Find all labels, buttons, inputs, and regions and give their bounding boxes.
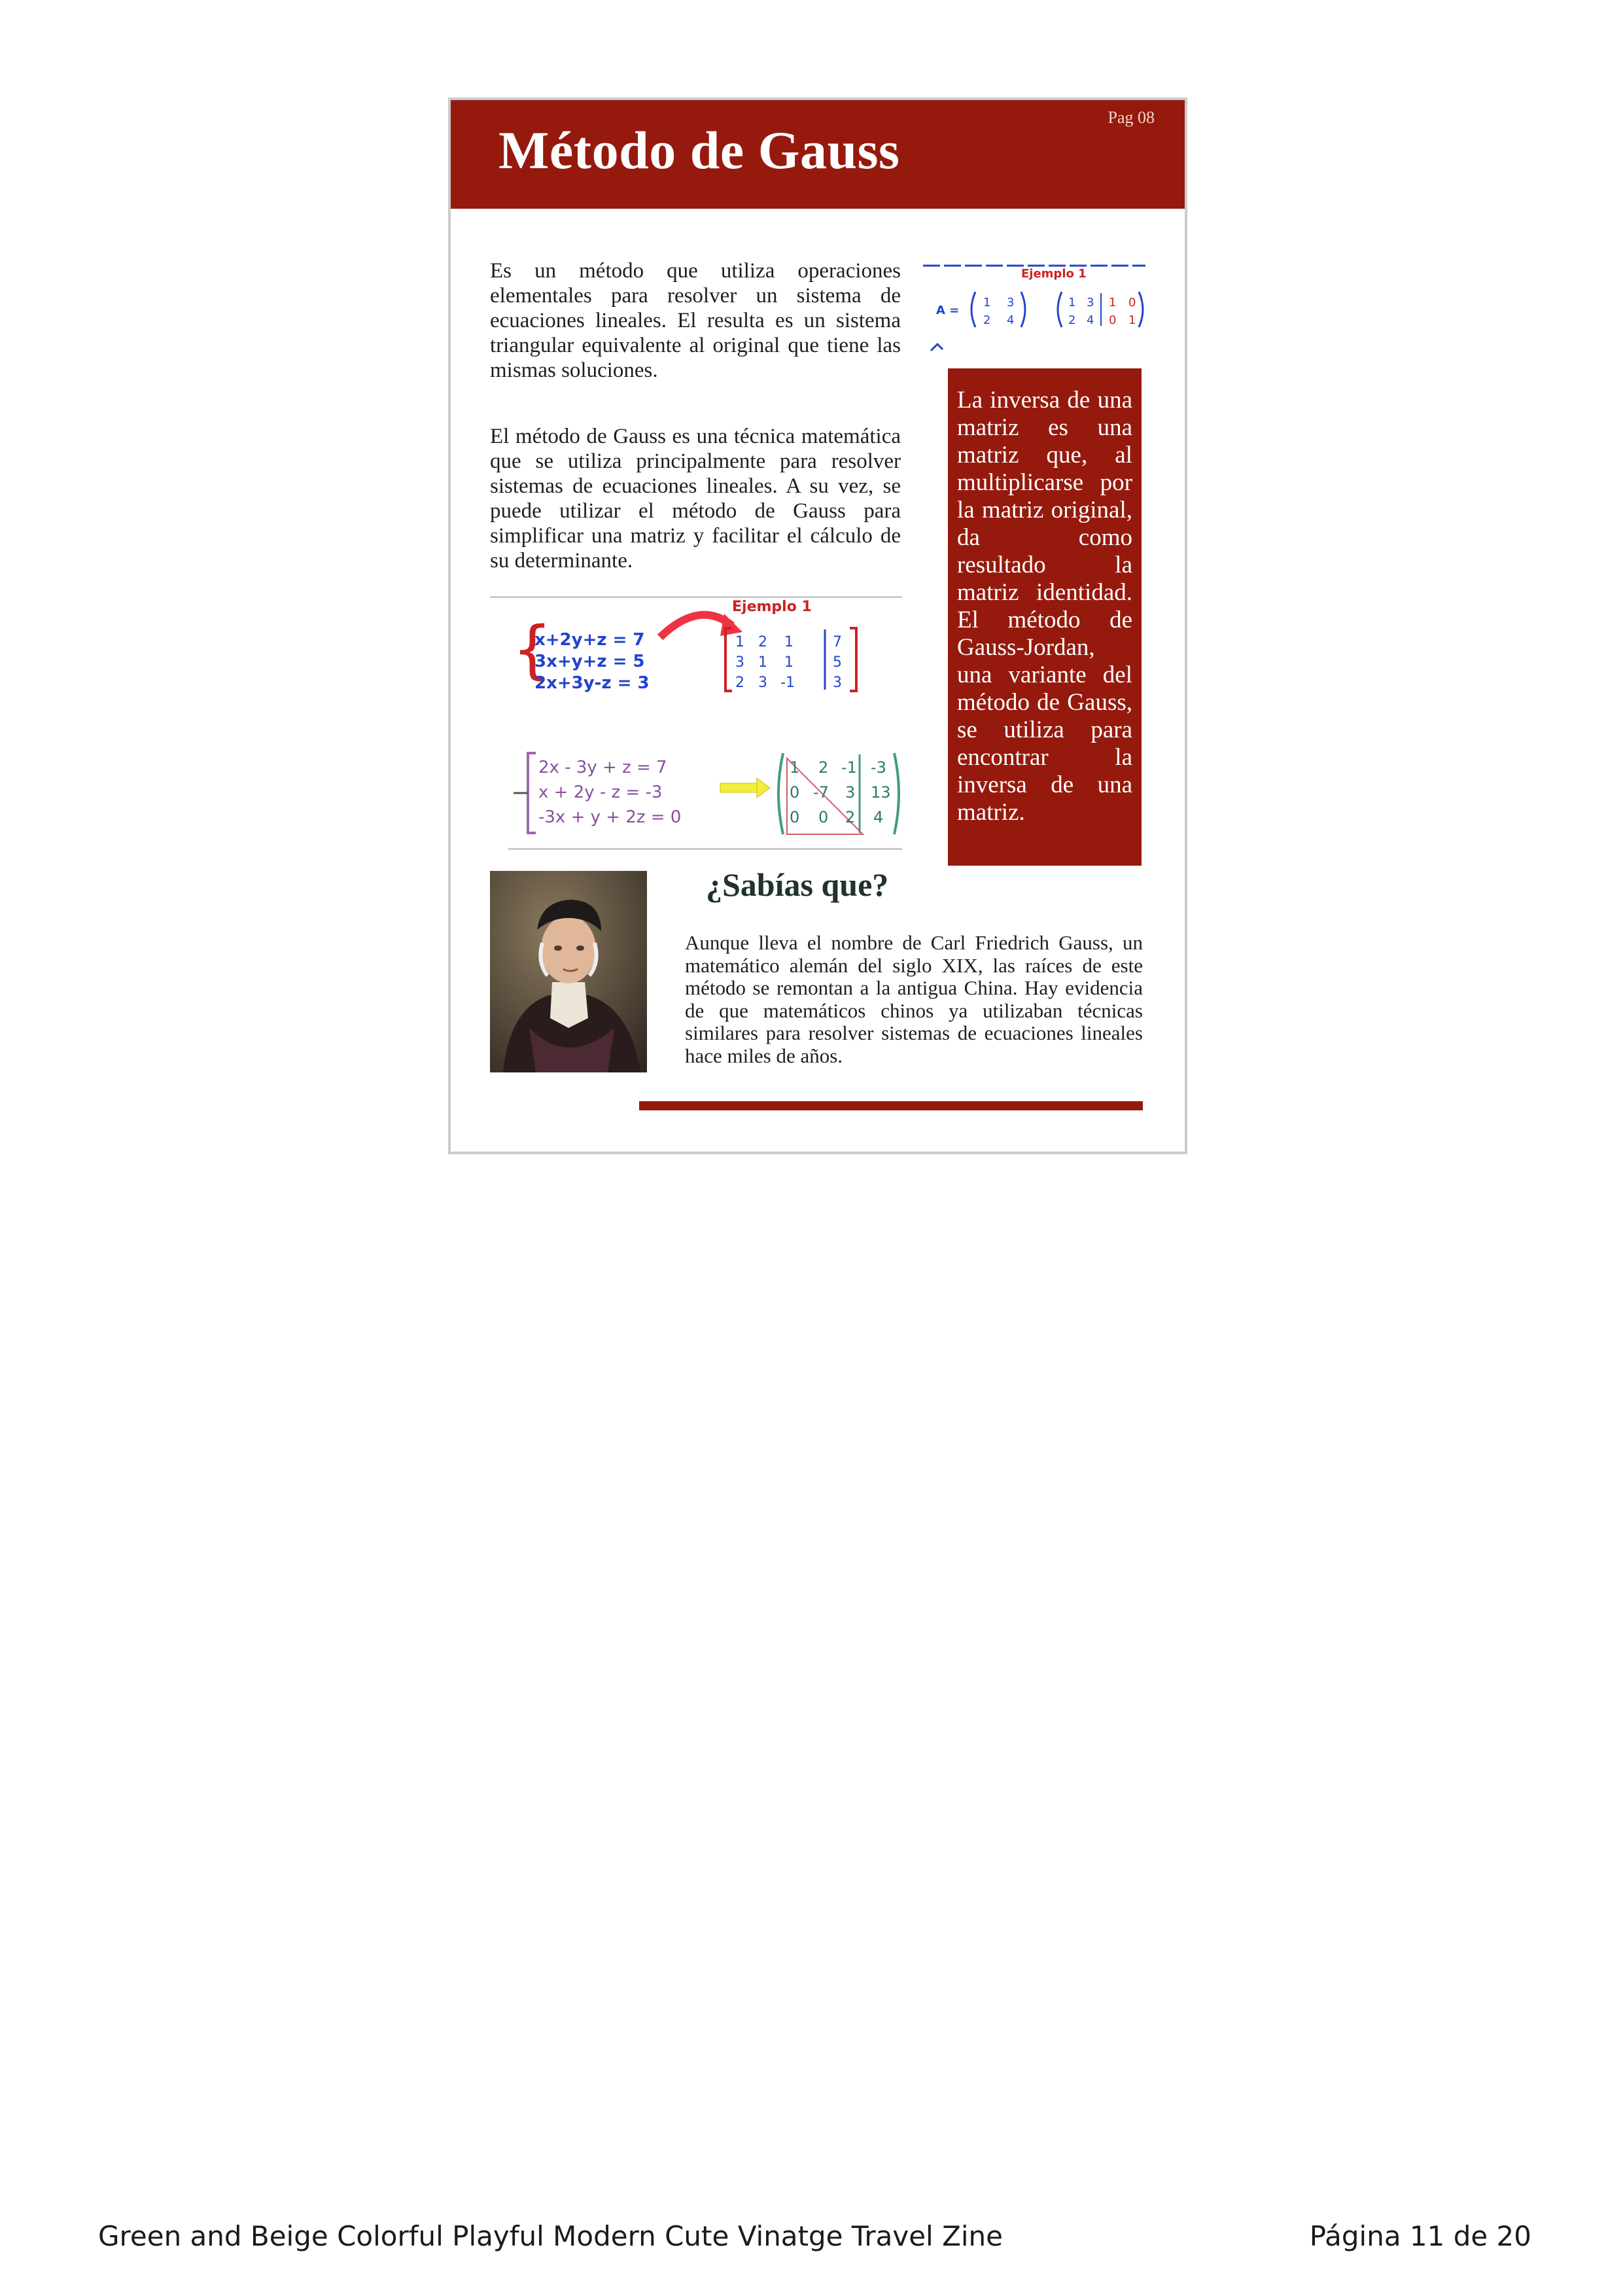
augmented-cell: 1 — [1128, 313, 1136, 327]
matrix-cell: -1 — [780, 675, 795, 691]
matrix-cell: 3 — [735, 654, 744, 671]
matrix-cell: -3 — [871, 758, 886, 777]
matrix-cell: 1 — [735, 634, 744, 650]
example-system-image — [510, 599, 869, 698]
gauss-portrait — [490, 871, 647, 1072]
matrix-a-cell: 1 — [983, 296, 991, 309]
matrix-cell: 1 — [758, 654, 767, 671]
svg-text:{: { — [512, 613, 553, 686]
example-small-label: Ejemplo 1 — [1021, 267, 1087, 281]
gauss-paragraph: El método de Gauss es una técnica matemática que se utiliza principalmente para resolver sistemas de ecuaciones lineales. A su vez, se puede utilizar el método de Gauss para simplificar una matriz y facilitar el cálculo de su determinante. — [490, 425, 901, 573]
matrix-cell: 7 — [833, 634, 842, 650]
matrix-cell: 2 — [735, 675, 744, 691]
equation: 3x+y+z = 5 — [534, 652, 645, 671]
page-number: Página 11 de 20 — [1309, 2220, 1531, 2252]
callout-text: La inversa de una matriz es una matriz que, al multiplicarse por la matriz original, da como resultado la matriz identidad. El método de Gauss-Jordan, una variante del método de Gauss, se utiliza para encontrar la inversa de una matriz. — [957, 387, 1132, 826]
matrix-cell: -1 — [841, 758, 857, 777]
matrix-cell: 4 — [873, 808, 884, 826]
matrix-cell: 2 — [758, 634, 767, 650]
matrix-cell: 1 — [784, 634, 794, 650]
matrix-cell: 13 — [871, 783, 891, 802]
equation: x+2y+z = 7 — [534, 630, 645, 650]
example-small-matrix-name: A = — [936, 304, 960, 317]
augmented-cell: 0 — [1128, 296, 1136, 309]
equation: 2x - 3y + z = 7 — [538, 758, 667, 777]
example-inverse-image — [923, 260, 1145, 359]
page-header — [451, 100, 1185, 209]
equation: 2x+3y-z = 3 — [534, 673, 650, 693]
document-name: Green and Beige Colorful Playful Modern Cute Vinatge Travel Zine — [98, 2220, 1003, 2252]
intro-paragraph: Es un método que utiliza operaciones elementales para resolver un sistema de ecuaciones lineales. El resulta es un sistema triangular equivalente al original que tiene las mismas soluciones. — [490, 259, 901, 382]
matrix-cell: 3 — [758, 675, 767, 691]
matrix-cell: 0 — [818, 808, 829, 826]
augmented-cell: 1 — [1068, 296, 1076, 309]
divider — [508, 848, 902, 850]
augmented-cell: 3 — [1087, 296, 1094, 309]
matrix-a-cell: 2 — [983, 313, 991, 327]
matrix-cell: 2 — [845, 808, 856, 826]
matrix-cell: 1 — [784, 654, 794, 671]
matrix-cell: 1 — [790, 758, 800, 777]
matrix-cell: 3 — [833, 675, 842, 691]
matrix-cell: 2 — [818, 758, 829, 777]
matrix-cell: 0 — [790, 783, 800, 802]
divider — [490, 596, 902, 598]
augmented-cell: 1 — [1109, 296, 1117, 309]
page-tag: Pag 08 — [1108, 108, 1155, 127]
augmented-cell: 0 — [1109, 313, 1117, 327]
did-you-know-text: Aunque lleva el nombre de Carl Friedrich Gauss, un matemático alemán del siglo XIX, las raíces de este método se remontan a la antigua China. Hay evidencia de que matemáticos chinos ya utilizaban técnicas similares para resolver sistemas de ecuaciones lineales hace miles de años. — [685, 931, 1143, 1067]
matrix-a-cell: 3 — [1007, 296, 1015, 309]
example-triangular-image — [510, 747, 902, 848]
bottom-accent-bar — [639, 1101, 1143, 1110]
matrix-cell: -7 — [813, 783, 829, 802]
augmented-cell: 4 — [1087, 313, 1094, 327]
example-big-label: Ejemplo 1 — [732, 599, 812, 615]
matrix-cell: 0 — [790, 808, 800, 826]
matrix-cell: 5 — [833, 654, 842, 671]
equation: -3x + y + 2z = 0 — [538, 807, 682, 827]
page-title: Método de Gauss — [498, 120, 900, 180]
matrix-cell: 3 — [845, 783, 856, 802]
augmented-cell: 2 — [1068, 313, 1076, 327]
equation: x + 2y - z = -3 — [538, 783, 663, 802]
zine-page — [448, 97, 1187, 1154]
did-you-know-heading: ¿Sabías que? — [706, 866, 889, 903]
inverse-matrix-callout — [948, 368, 1142, 866]
matrix-a-cell: 4 — [1007, 313, 1015, 327]
